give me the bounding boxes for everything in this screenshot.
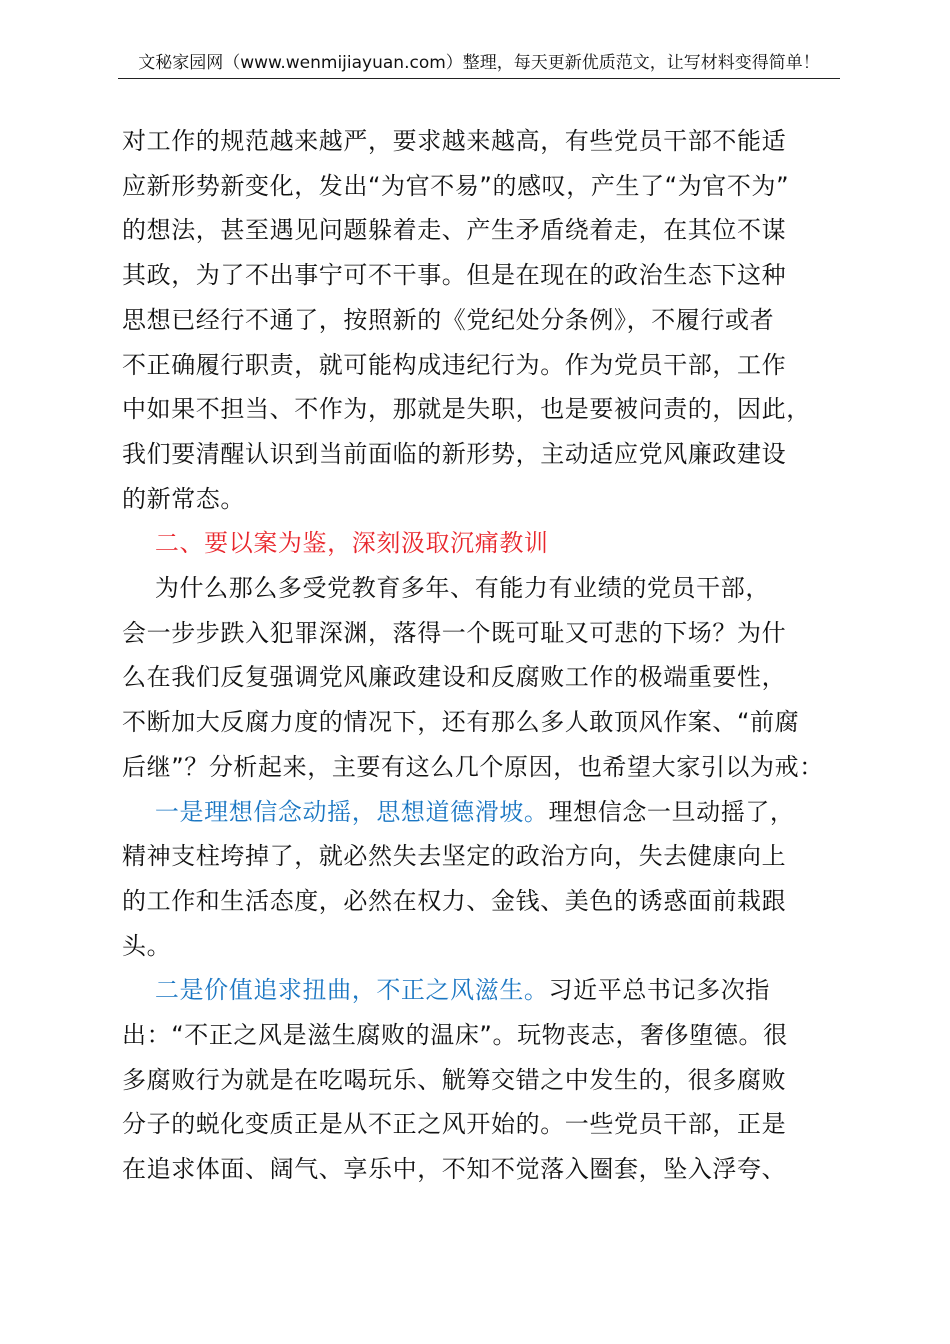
text-line: 出：“不正之风是滋生腐败的温床”。玩物丧志，奢侈堕德。很 — [122, 1021, 788, 1050]
text-line: 习近平总书记多次指 — [548, 976, 770, 1005]
paragraph-context — [122, 119, 862, 521]
text-line: 思想已经行不通了，按照新的《党纪处分条例》，不履行或者 — [122, 305, 775, 334]
cause-one-lead: 一是理想信念动摇，思想道德滑坡。 — [154, 797, 549, 826]
text-line: 的新常态。 — [122, 484, 245, 513]
text-line: 么在我们反复强调党风廉政建设和反腐败工作的极端重要性， — [122, 663, 787, 692]
text-line: 多腐败行为就是在吃喝玩乐、觥筹交错之中发生的，很多腐败 — [122, 1065, 787, 1094]
text-line: 精神支柱垮掉了，就必然失去坚定的政治方向，失去健康向上 — [122, 842, 787, 871]
paragraph-cause-one — [122, 790, 862, 969]
text-line: 不正确履行职责，就可能构成违纪行为。作为党员干部，工作 — [122, 350, 787, 379]
text-line: 为什么那么多受党教育多年、有能力有业绩的党员干部， — [122, 574, 770, 603]
text-line: 对工作的规范越来越严，要求越来越高，有些党员干部不能适 — [122, 127, 787, 155]
text-line: 其政，为了不出事宁可不干事。但是在现在的政治生态下这种 — [122, 261, 787, 290]
text-line: 我们要清醒认识到当前面临的新形势，主动适应党风廉政建设 — [122, 439, 787, 468]
text-line: 理想信念一旦动摇了， — [548, 797, 795, 826]
text-line: 不断加大反腐力度的情况下，还有那么多人敢顶风作案、“前腐 — [122, 708, 800, 737]
paragraph-causes-intro — [122, 566, 862, 790]
text-line: 应新形势新变化，发出“为官不易”的感叹，产生了“为官不为” — [122, 171, 790, 200]
page-header: 文秘家园网（www.wenmijiayuan.com）整理，每天更新优质范文，让写材料变得简单！ — [138, 53, 820, 73]
paragraph-cause-two — [122, 968, 862, 1192]
text-line: 的想法，甚至遇见问题躲着走、产生矛盾绕着走，在其位不谋 — [122, 216, 787, 245]
text-line: 会一步步跌入犯罪深渊，落得一个既可耻又可悲的下场？为什 — [122, 618, 787, 647]
document-body — [122, 119, 862, 1192]
text-line: 后继”？分析起来，主要有这么几个原因，也希望大家引以为戒： — [122, 752, 824, 781]
text-line: 头。 — [122, 931, 172, 960]
cause-two-lead: 二是价值追求扭曲，不正之风滋生。 — [154, 976, 549, 1005]
section-heading — [122, 521, 862, 566]
text-line: 的工作和生活态度，必然在权力、金钱、美色的诱惑面前栽跟 — [122, 886, 787, 915]
text-line: 分子的蜕化变质正是从不正之风开始的。一些党员干部，正是 — [122, 1110, 787, 1139]
header-divider — [118, 78, 840, 79]
text-line: 在追求体面、阔气、享乐中，不知不觉落入圈套，坠入浮夸、 — [122, 1155, 787, 1184]
text-line: 中如果不担当、不作为，那就是失职，也是要被问责的，因此， — [122, 395, 811, 424]
section-heading-text: 二、要以案为鉴，深刻汲取沉痛教训 — [154, 529, 549, 558]
